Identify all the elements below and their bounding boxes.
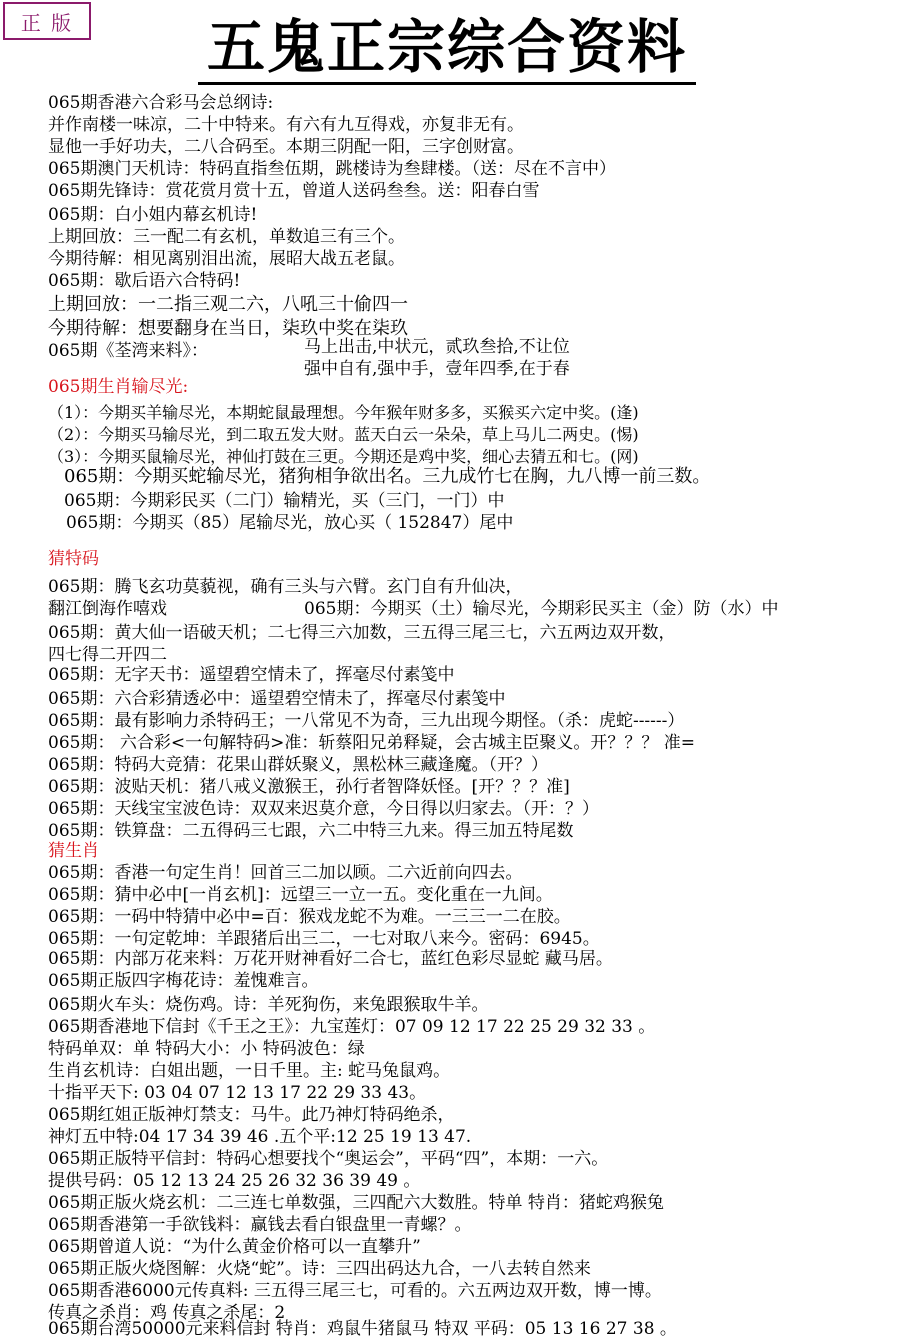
text-line: 并作南楼一味凉，二十中特来。有六有九互得戏，亦复非无有。 <box>48 115 524 135</box>
text-line: 065期：内部万花来料：万花开财神看好二合七，蓝红色彩尽显蛇 藏马居。 <box>48 949 613 969</box>
text-line: 065期正版四字梅花诗：羞愧难言。 <box>48 971 319 991</box>
authentic-badge: 正 版 <box>3 2 91 40</box>
text-line: 065期：铁算盘：二五得码三七跟，六二中特三九来。得三加五特尾数 <box>48 821 574 841</box>
text-line: 提供号码：05 12 13 24 25 26 32 36 39 49 。 <box>48 1171 421 1191</box>
text-line: 065期： 六合彩<一句解特码>准：斩蔡阳兄弟释疑，会古城主臣聚义。开？？？ 准= <box>48 733 695 753</box>
text-line: 065期澳门天机诗：特码直指叁伍期，跳楼诗为叁肆楼。（送：尽在不言中） <box>48 159 616 179</box>
text-line: 065期：歇后语六合特码! <box>48 271 241 291</box>
text-line: 传真之杀肖：鸡 传真之杀尾：2 <box>48 1303 286 1323</box>
text-line: 065期：今期买蛇输尽光，猪狗相争欲出名。三九成竹七在胸，九八博一前三数。 <box>64 466 711 487</box>
text-line: 十指平天下: 03 04 07 12 13 17 22 29 33 43。 <box>48 1083 427 1103</box>
text-line: 065期：今期买（土）输尽光，今期彩民买主（金）防（水）中 <box>304 599 779 619</box>
section-heading: 065期生肖输尽光: <box>48 377 189 397</box>
text-line: 065期曾道人说：“为什么黄金价格可以一直攀升” <box>48 1237 421 1257</box>
text-line: 065期：一码中特猜中必中=百：猴戏龙蛇不为难。一三三一二在胶。 <box>48 907 571 927</box>
text-line: 065期先锋诗：赏花赏月赏十五，曾道人送码叁叁。送：阳春白雪 <box>48 181 540 201</box>
text-line: 065期正版火烧图解：火烧“蛇”。诗：三四出码达九合，一八去转自然来 <box>48 1259 591 1279</box>
text-line: 065期：特码大竞猜：花果山群妖聚义，黑松林三藏逢魔。（开？） <box>48 755 548 775</box>
text-line: （1）：今期买羊输尽光，本期蛇鼠最理想。今年猴年财多多，买猴买六定中奖。(逢) <box>48 403 639 422</box>
text-line: 065期：今期彩民买（二门）输精光，买（三门，一门）中 <box>64 491 505 511</box>
text-line: 065期：无字天书：遥望碧空情未了，挥毫尽付素笺中 <box>48 665 455 685</box>
text-line: 065期香港六合彩马会总纲诗: <box>48 93 274 113</box>
text-line: 065期红姐正版神灯禁支：马牛。此乃神灯特码绝杀， <box>48 1105 455 1125</box>
text-line: 上期回放：一二指三观二六，八吼三十偷四一 <box>48 294 408 315</box>
text-line: 显他一手好功夫，二八合码至。本期三阴配一阳，三字创财富。 <box>48 137 524 157</box>
text-line: 065期：香港一句定生肖！回首三二加以顾。二六近前向四去。 <box>48 863 523 883</box>
text-line: 065期：天线宝宝波色诗：双双来迟莫介意，今日得以归家去。（开：？） <box>48 799 599 819</box>
text-line: 065期：一句定乾坤：羊跟猪后出三二，一七对取八来今。密码：6945。 <box>48 929 600 949</box>
text-line: （3）：今期买鼠输尽光，神仙打鼓在三更。今期还是鸡中奖，细心去猜五和七。(网) <box>48 447 639 466</box>
text-line: 神灯五中特:04 17 34 39 46 .五个平:12 25 19 13 47. <box>48 1127 472 1147</box>
text-line: 翻江倒海作嘻戏 <box>48 599 167 619</box>
text-line: 065期：猜中必中[一肖玄机]：远望三一立一五。变化重在一九间。 <box>48 885 553 905</box>
text-line: 065期香港6000元传真料: 三五得三尾三七，可看的。六五两边双开数，博一博。 <box>48 1281 662 1301</box>
text-line: 065期正版特平信封：特码心想要找个“奥运会”，平码“四”，本期：一六。 <box>48 1149 609 1169</box>
text-line: 065期火车头：烧伤鸡。诗：羊死狗伤，来兔跟猴取牛羊。 <box>48 995 489 1015</box>
text-line: 065期：最有影响力杀特码王；一八常见不为奇，三九出现今期怪。（杀：虎蛇------） <box>48 711 685 731</box>
text-line: （2）：今期买马输尽光，到二取五发大财。蓝天白云一朵朵，草上马儿二两史。(惕) <box>48 425 639 444</box>
text-line: 065期：六合彩猜透必中：遥望碧空情未了，挥毫尽付素笺中 <box>48 689 506 709</box>
text-line: 马上出击,中状元，贰玖叁拾,不让位 <box>304 337 570 357</box>
text-line: 065期：腾飞玄功莫藐视，确有三头与六臂。玄门自有升仙决， <box>48 577 523 597</box>
section-heading: 猜生肖 <box>48 841 99 861</box>
text-line: 今期待解：相见离别泪出流，展昭大战五老鼠。 <box>48 249 405 269</box>
text-line: 生肖玄机诗：白姐出题，一日千里。主: 蛇马兔鼠鸡。 <box>48 1061 451 1081</box>
text-line: 065期：黄大仙一语破天机；二七得三六加数，三五得三尾三七，六五两边双开数， <box>48 623 676 643</box>
text-line: 065期：波贴天机：猪八戒义激猴王，孙行者智降妖怪。[开？？？准] <box>48 777 570 797</box>
text-line: 065期《荃湾来料》： <box>48 341 208 361</box>
page-title: 五鬼正宗综合资料 <box>198 12 696 85</box>
text-line: 特码单双：单 特码大小：小 特码波色：绿 <box>48 1039 365 1059</box>
text-line: 强中自有,强中手，壹年四季,在于春 <box>304 359 570 379</box>
text-line: 065期正版火烧玄机：二三连七单数强，三四配六大数胜。特单 特肖：猪蛇鸡猴兔 <box>48 1193 664 1213</box>
text-line: 上期回放：三一配二有玄机，单数追三有三个。 <box>48 227 405 247</box>
text-line: 065期香港第一手欲钱料：赢钱去看白银盘里一青螺？。 <box>48 1215 472 1235</box>
text-line: 065期香港地下信封《千王之王》：九宝莲灯：07 09 12 17 22 25 29 32 33 。 <box>48 1017 656 1037</box>
section-heading: 猜特码 <box>48 549 99 569</box>
text-line: 今期待解：想要翻身在当日，柒玖中奖在柒玖 <box>48 318 408 339</box>
text-line: 065期：白小姐内幕玄机诗! <box>48 205 258 225</box>
text-line: 065期：今期买（85）尾输尽光，放心买（ 152847）尾中 <box>66 513 514 533</box>
text-line: 065期台湾50000元来料信封 特肖：鸡鼠牛猪鼠马 特双 平码：05 13 16 27 38 。 <box>48 1319 677 1339</box>
text-line: 四七得二开四二 <box>48 645 167 665</box>
